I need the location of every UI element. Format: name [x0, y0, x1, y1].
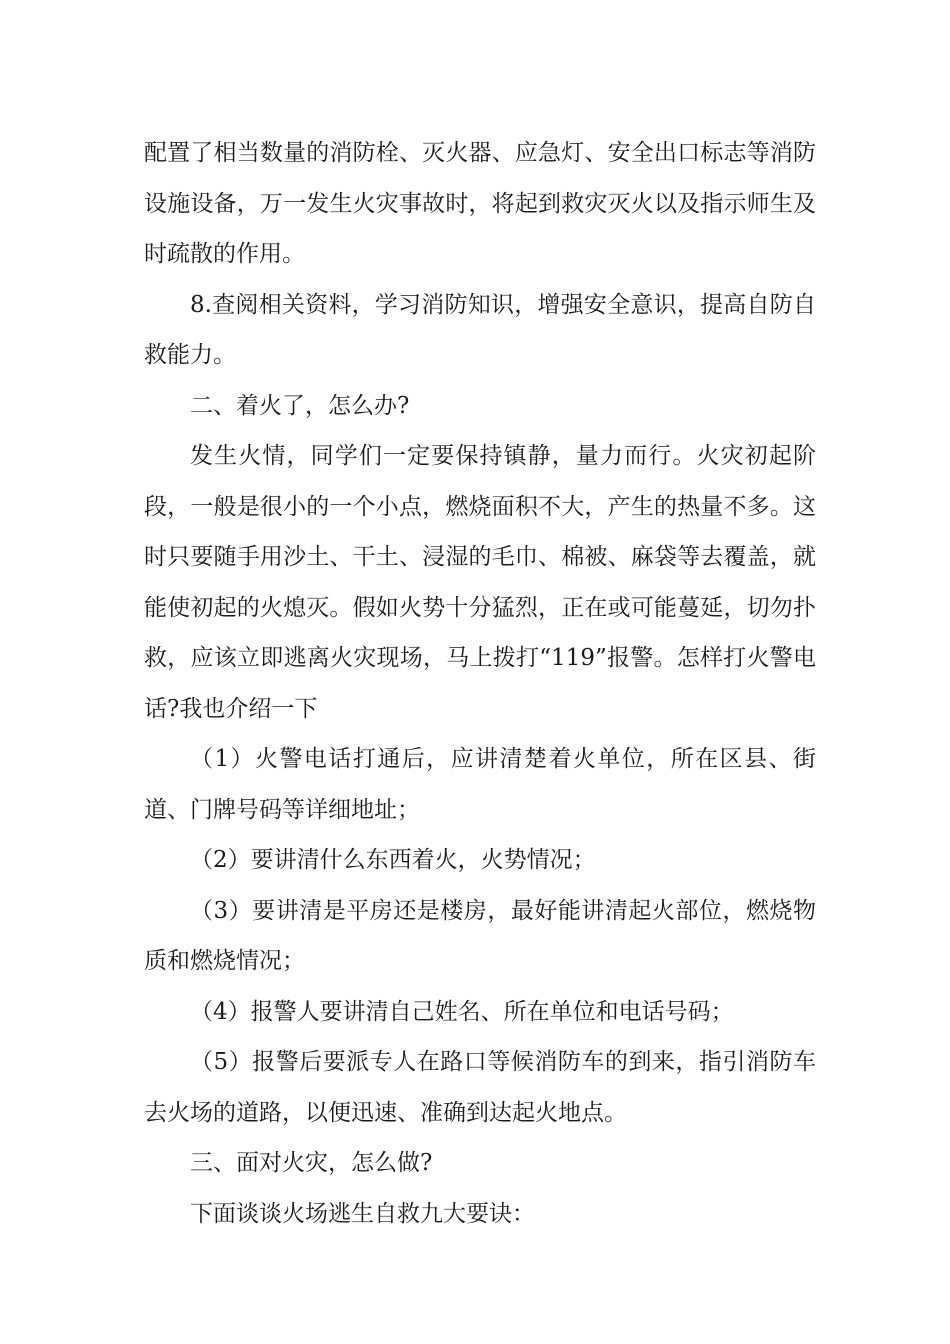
paragraph-item-8: 8.查阅相关资料，学习消防知识，增强安全意识，提高自防自救能力。: [144, 291, 816, 368]
section-heading-2: 二、着火了，怎么办?: [190, 392, 410, 419]
paragraph-escape-intro: 下面谈谈火场逃生自救九大要诀：: [190, 1200, 535, 1227]
paragraph-continuation: 配置了相当数量的消防栓、灭火器、应急灯、安全出口标志等消防设施设备，万一发生火灾事故时，将起到救灾灭火以及指示师生及时疏散的作用。: [144, 140, 816, 267]
paragraph-fire-response: 发生火情，同学们一定要保持镇静，量力而行。火灾初起阶段，一般是很小的一个小点，燃烧面积不大，产生的热量不多。这时只要随手用沙土、干土、浸湿的毛巾、棉被、麻袋等去覆盖，就能使初起的火熄灭。假如火势十分猛烈，正在或可能蔓延，切勿扑救，应该立即逃离火灾现场，马上拨打“119”报警。怎样打火警电话?我也介绍一下: [144, 443, 816, 722]
list-item-5: （5）报警后要派专人在路口等候消防车的到来，指引消防车去火场的道路，以便迅速、准确到达起火地点。: [144, 1049, 816, 1126]
list-item-4: （4）报警人要讲清自己姓名、所在单位和电话号码；: [190, 998, 734, 1025]
document-body: [144, 128, 816, 1239]
list-item-3: （3）要讲清是平房还是楼房，最好能讲清起火部位，燃烧物质和燃烧情况；: [144, 897, 816, 974]
section-heading-3: 三、面对火灾，怎么做?: [190, 1150, 433, 1176]
list-item-1: （1）火警电话打通后，应讲清楚着火单位，所在区县、街道、门牌号码等详细地址；: [144, 746, 816, 823]
list-item-2: （2）要讲清什么东西着火，火势情况；: [190, 847, 596, 873]
